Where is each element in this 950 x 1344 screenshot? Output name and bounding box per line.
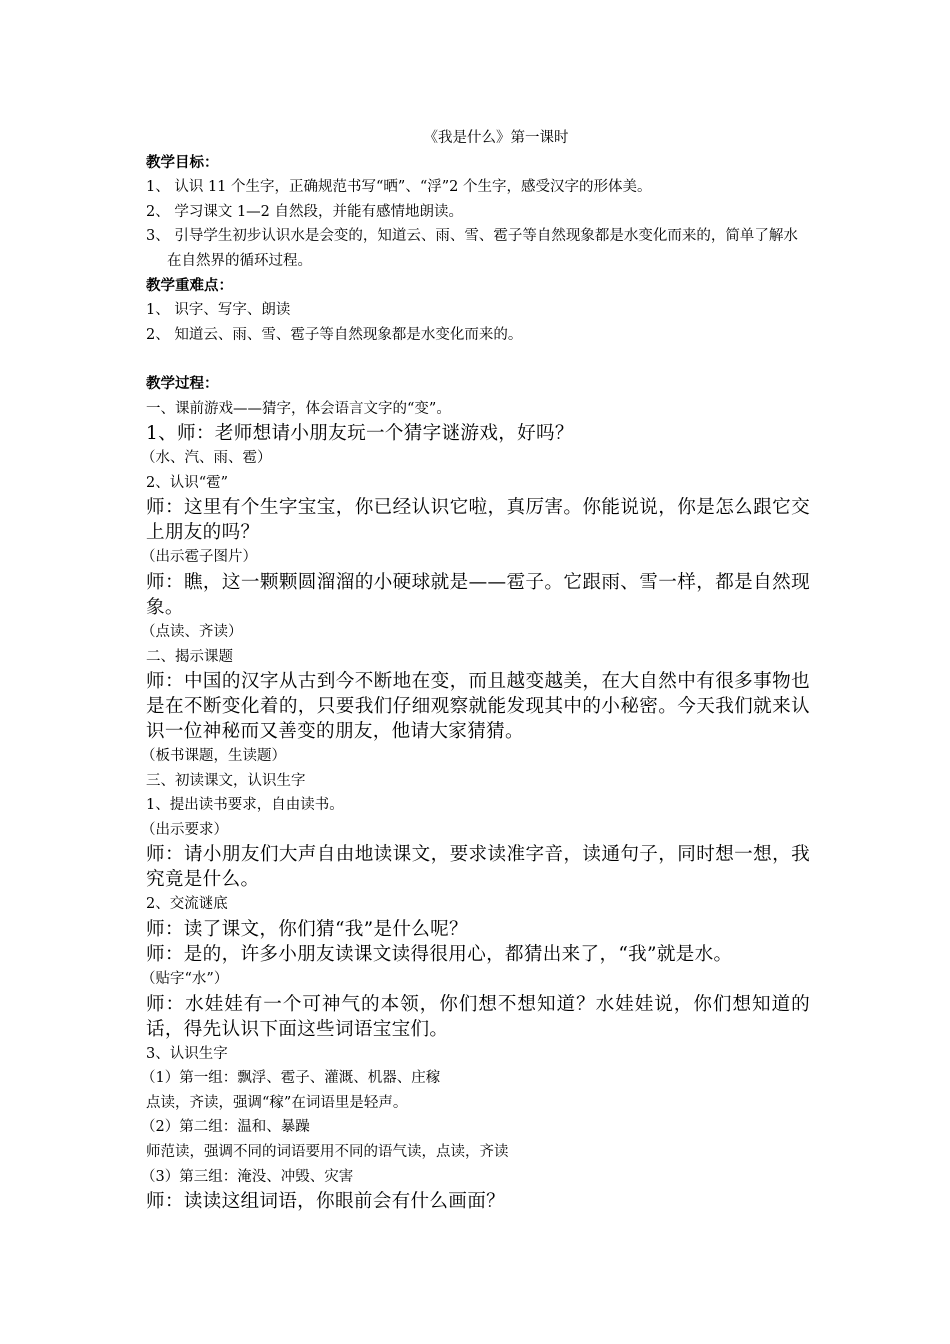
document-title: 《我是什么》第一课时 (423, 130, 569, 146)
word-group-line: （1）第一组：飘浮、雹子、灌溉、机器、庄稼 (141, 1070, 441, 1087)
difficulty-item: 1、 识字、写字、朗读 (146, 302, 291, 319)
section-heading: 三、初读课文，认识生字 (146, 772, 306, 789)
note-line: （点读、齐读） (141, 623, 243, 640)
document-page (141, 126, 810, 1214)
goal-item: 2、 学习课文 1—2 自然段，并能有感情地朗读。 (146, 203, 464, 220)
teacher-line: 师：请小朋友们大声自由地读课文，要求读准字音，读通句子，同时想一想，我究竟是什么。 (146, 844, 810, 891)
step-line: 1、提出读书要求，自由读书。 (146, 797, 344, 814)
goal-item: 1、 认识 11 个生字，正确规范书写“晒”、“浮”2 个生字，感受汉字的形体美。 (146, 179, 652, 196)
step-line: 3、认识生字 (146, 1045, 228, 1062)
teacher-line: 师：这里有个生字宝宝，你已经认识它啦，真厉害。你能说说，你是怎么跟它交上朋友的吗？ (146, 497, 810, 544)
instruction-line: 点读，齐读，强调“稼”在词语里是轻声。 (146, 1094, 408, 1111)
word-group-line: （3）第三组：淹没、冲毁、灾害 (141, 1168, 354, 1185)
difficulties-heading: 教学重难点： (146, 276, 233, 294)
section-heading: 一、课前游戏——猜字，体会语言文字的“变”。 (146, 400, 451, 417)
note-line: （板书课题，生读题） (141, 748, 286, 765)
note-line: （出示雹子图片） (141, 549, 257, 566)
teacher-line: 1、师：老师想请小朋友玩一个猜字谜游戏，好吗？ (146, 423, 574, 445)
process-heading: 教学过程： (146, 374, 219, 392)
section-heading: 二、揭示课题 (146, 648, 233, 665)
difficulty-item: 2、 知道云、雨、雪、雹子等自然现象都是水变化而来的。 (146, 326, 523, 343)
teacher-line: 师：是的，许多小朋友读课文读得很用心，都猜出来了，“我”就是水。 (146, 944, 733, 966)
word-group-line: （2）第二组：温和、暴躁 (141, 1119, 310, 1136)
note-line: （水、汽、雨、雹） (141, 450, 272, 467)
goal-item: 3、 引导学生初步认识水是会变的，知道云、雨、雪、雹子等自然现象都是水变化而来的，简单了解水在自然界的循环过程。 (146, 228, 798, 269)
step-line: 2、认识“雹” (146, 474, 229, 491)
teacher-line: 师：瞧，这一颗颗圆溜溜的小硬球就是——雹子。它跟雨、雪一样，都是自然现象。 (146, 571, 810, 618)
teacher-line: 师：中国的汉字从古到今不断地在变，而且越变越美，在大自然中有很多事物也是在不断变化着的，只要我们仔细观察就能发现其中的小秘密。今天我们就来认识一位神秘而又善变的朋友，他请大家猜猜。 (146, 671, 810, 743)
instruction-line: 师范读，强调不同的词语要用不同的语气读，点读，齐读 (146, 1144, 509, 1161)
goals-heading: 教学目标： (146, 153, 219, 171)
note-line: （出示要求） (141, 821, 228, 838)
teacher-line: 师：水娃娃有一个可神气的本领，你们想不想知道？水娃娃说，你们想知道的话，得先认识下面这些词语宝宝们。 (146, 993, 810, 1040)
teacher-line: 师：读了课文，你们猜“我”是什么呢？ (146, 919, 468, 941)
step-line: 2、交流谜底 (146, 896, 228, 913)
spacer (146, 347, 810, 372)
teacher-line: 师：读读这组词语，你眼前会有什么画面？ (146, 1191, 505, 1213)
note-line: （贴字“水”） (141, 971, 229, 988)
